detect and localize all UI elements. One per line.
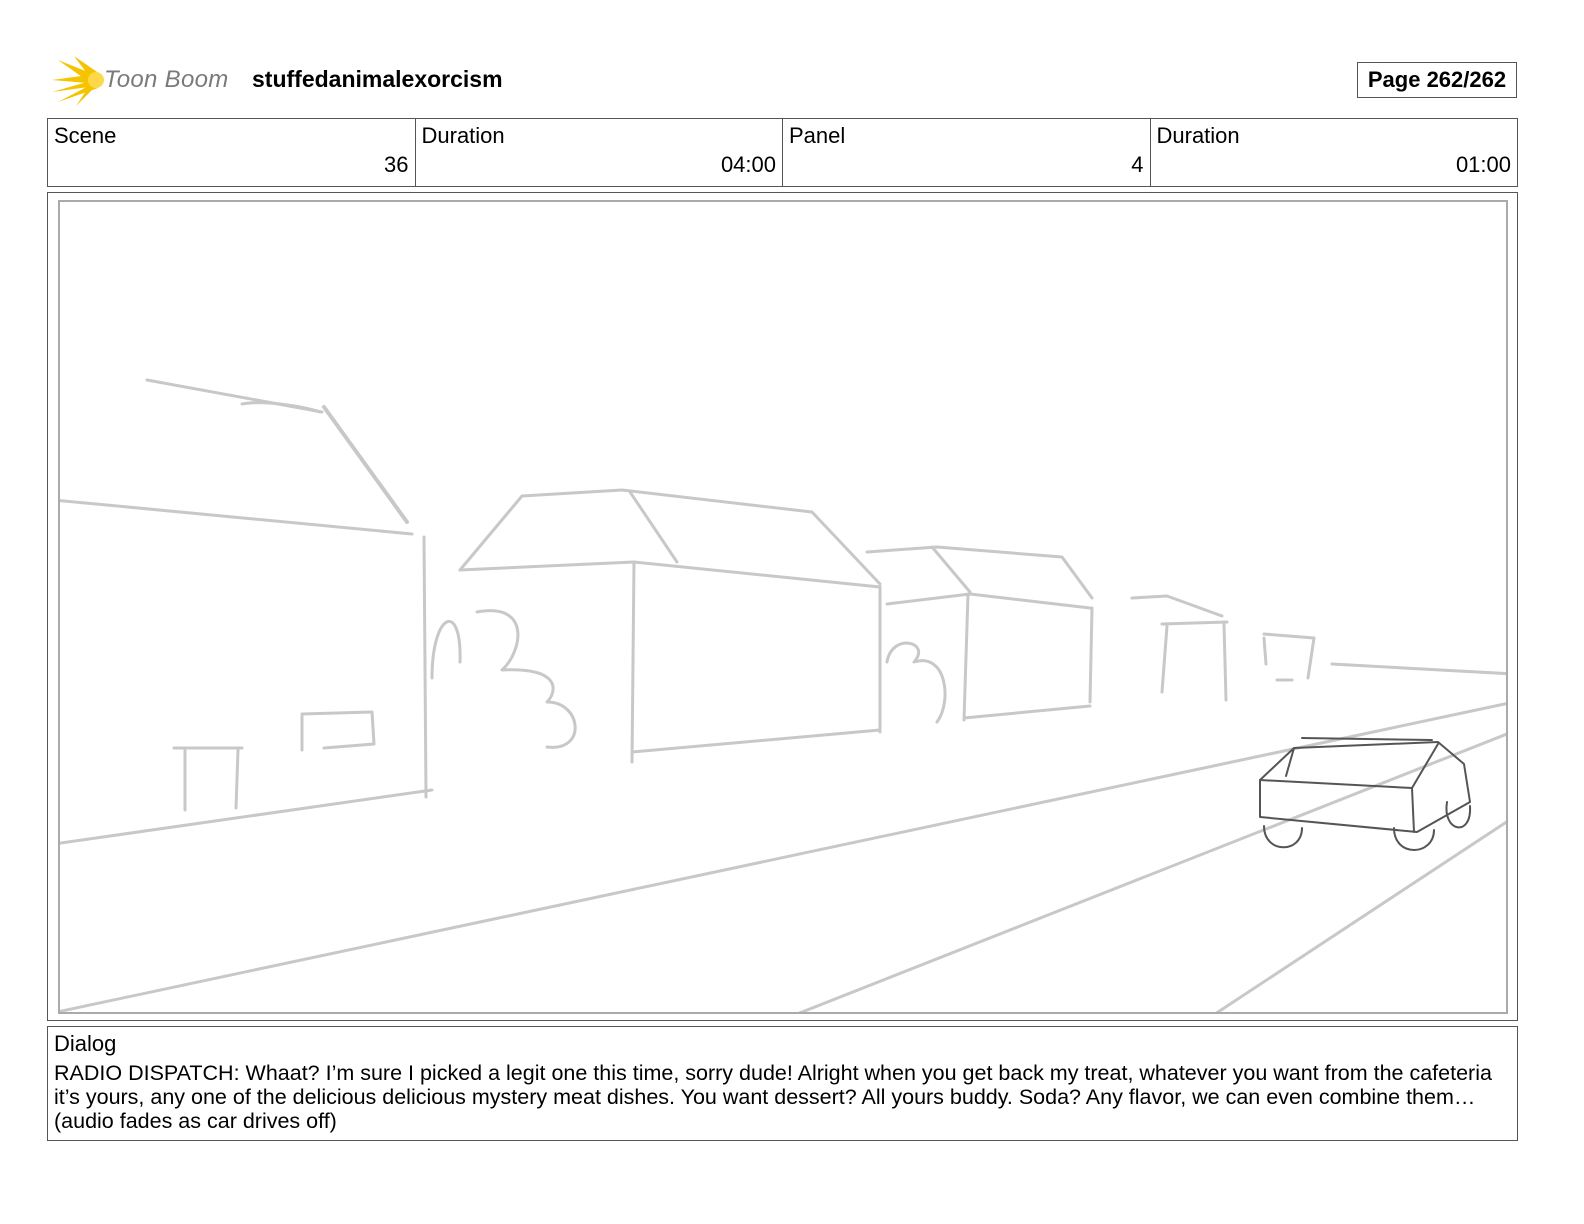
bush-1 (432, 611, 575, 748)
scene-cell (48, 119, 416, 186)
road-edge-right-lane (1212, 817, 1508, 1014)
house-3-roof-ridge (932, 547, 970, 592)
panel-info-row (47, 118, 1518, 187)
house-1-window-1 (174, 748, 242, 810)
dialog-label: Dialog (54, 1031, 117, 1056)
storyboard-sketch (60, 202, 1508, 1014)
house-2-wall (632, 562, 880, 762)
panel-duration-cell (1151, 119, 1518, 186)
house-3-base (887, 594, 1090, 608)
scene-duration-value: 04:00 (720, 152, 776, 177)
scene-label: Scene (54, 123, 117, 148)
scene-value: 36 (384, 152, 409, 177)
house-1-roofline (60, 500, 412, 534)
panel-cell (783, 119, 1151, 186)
sketch-area (58, 200, 1508, 1014)
house-3-wall (964, 594, 1092, 720)
page-indicator: Page 262/262 (1357, 62, 1517, 98)
horizon-line (1332, 664, 1508, 674)
house-2-roof-ridge (630, 492, 677, 562)
house-1-roof-slope (324, 407, 407, 522)
car-sketch (1260, 738, 1470, 850)
panel-duration-value: 01:00 (1455, 152, 1511, 177)
house-2-roof-base (460, 562, 880, 587)
road-edge-left-lane (792, 732, 1508, 1014)
panel-value: 4 (1131, 152, 1144, 177)
project-title: stuffedanimalexorcism (252, 66, 503, 92)
house-5 (1264, 634, 1314, 680)
panel-duration-label: Duration (1156, 123, 1240, 148)
scene-duration-cell (416, 119, 784, 186)
sidewalk-line (60, 790, 432, 844)
scene-duration-label: Duration (421, 123, 505, 148)
house-4-wall (1162, 622, 1227, 700)
house-1-corner (424, 537, 426, 797)
dialog-box (47, 1026, 1518, 1141)
bush-2 (887, 643, 945, 722)
panel-label: Panel (789, 123, 846, 148)
house-4-roof (1132, 596, 1222, 616)
house-1-window-2 (302, 712, 374, 750)
dialog-text: RADIO DISPATCH: Whaat? I’m sure I picked a legit one this time, sorry dude! Alright when you get back my treat, whatever you want from the cafeteria it’s yours, any one of the delicious delicious mystery meat dishes. You want dessert? All yours buddy. Soda? Any flavor, we can even combine them… (audio fades as car drives off) (54, 1061, 1492, 1133)
house-3-roof (867, 547, 1092, 598)
logo-text: Toon Boom (104, 66, 229, 93)
house-2-roof (460, 490, 880, 584)
